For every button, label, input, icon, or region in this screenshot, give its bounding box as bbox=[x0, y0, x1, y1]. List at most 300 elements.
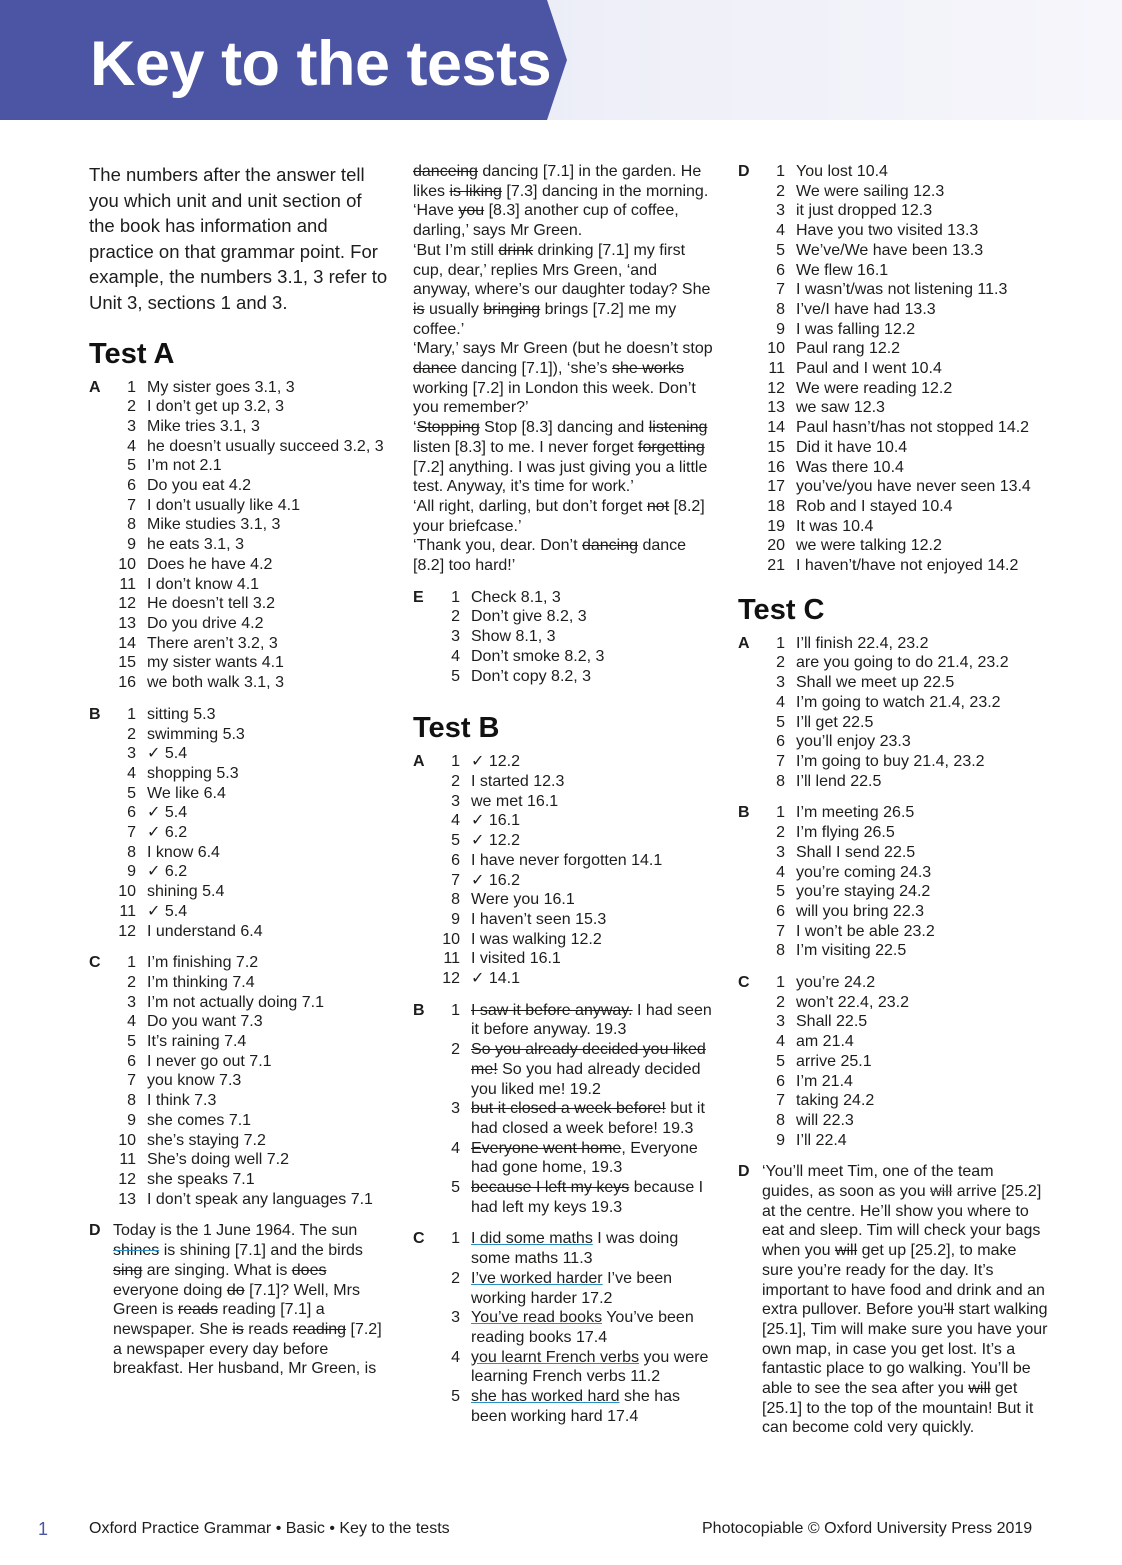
answer-item bbox=[89, 634, 389, 654]
section-letter: D bbox=[738, 1163, 750, 1181]
answer-text: Paul hasn’t/has not stopped 14.2 bbox=[796, 419, 1030, 437]
section-letter bbox=[738, 280, 762, 300]
answer-item bbox=[738, 320, 1048, 340]
answer-text bbox=[471, 1348, 715, 1387]
section-letter: E bbox=[413, 588, 424, 606]
answer-item bbox=[89, 673, 389, 693]
answer-item bbox=[738, 863, 1048, 883]
answer-item bbox=[89, 1052, 389, 1072]
section-letter bbox=[89, 575, 113, 595]
item-number: 1 bbox=[776, 804, 785, 822]
section-letter bbox=[738, 1032, 762, 1052]
corrected-answer: So you had already decided you liked me! 19.2 bbox=[471, 1060, 701, 1098]
corrected-answer: but it had closed a week before! 19.3 bbox=[471, 1100, 705, 1137]
item-number: 9 bbox=[127, 1111, 136, 1129]
section-letter bbox=[413, 1387, 437, 1426]
answer-text: I never go out 7.1 bbox=[147, 1052, 272, 1070]
item-number: 3 bbox=[776, 674, 785, 692]
answer-text bbox=[471, 1001, 715, 1040]
test-c-section-c bbox=[738, 973, 1048, 1150]
answer-item bbox=[413, 1348, 715, 1387]
answer-text: I’m not 2.1 bbox=[147, 457, 222, 475]
answer-text: I don’t know 4.1 bbox=[147, 575, 260, 593]
corrected-answer: You’ve been reading books 17.4 bbox=[471, 1309, 694, 1346]
item-number: 7 bbox=[127, 824, 136, 842]
answer-item bbox=[413, 910, 715, 930]
section-letter bbox=[738, 359, 762, 379]
item-number: 16 bbox=[767, 458, 785, 476]
struck-word: reads bbox=[177, 1301, 218, 1319]
item-number: 11 bbox=[119, 902, 136, 920]
item-number: 18 bbox=[767, 497, 785, 515]
answer-item bbox=[413, 1139, 715, 1178]
section-letter bbox=[738, 863, 762, 883]
section-letter: A bbox=[738, 634, 750, 652]
answer-item bbox=[413, 1001, 715, 1040]
section-letter bbox=[738, 882, 762, 902]
answer-item bbox=[738, 973, 1048, 993]
answer-item bbox=[89, 555, 389, 575]
section-letter bbox=[413, 1269, 437, 1308]
section-letter bbox=[738, 458, 762, 478]
item-number: 1 bbox=[776, 974, 785, 992]
section-letter bbox=[738, 693, 762, 713]
answer-text bbox=[471, 1178, 715, 1217]
section-letter bbox=[413, 627, 437, 647]
section-letter bbox=[413, 949, 437, 969]
item-number: 2 bbox=[451, 1269, 460, 1287]
answer-text: ✓ 5.4 bbox=[147, 745, 188, 763]
answer-text: Paul and I went 10.4 bbox=[796, 360, 942, 378]
answer-text: We’ve/We have been 13.3 bbox=[796, 241, 984, 259]
column-3 bbox=[738, 162, 1048, 1450]
answer-item bbox=[738, 634, 1048, 654]
struck-word: I saw it before anyway. bbox=[471, 1001, 633, 1019]
struck-word: is bbox=[413, 300, 425, 318]
section-letter bbox=[89, 803, 113, 823]
item-number: 7 bbox=[776, 752, 785, 770]
underlined-answer: I did some maths bbox=[471, 1230, 593, 1248]
answer-text: ✓ 12.2 bbox=[471, 753, 520, 771]
item-number: 15 bbox=[118, 654, 136, 672]
item-number: 3 bbox=[776, 202, 785, 220]
answer-text: Do you drive 4.2 bbox=[147, 615, 264, 632]
item-number: 4 bbox=[127, 764, 136, 782]
answer-item bbox=[738, 1052, 1048, 1072]
item-number: 3 bbox=[451, 1309, 460, 1327]
answer-text: I don’t get up 3.2, 3 bbox=[147, 398, 284, 416]
section-letter bbox=[738, 1131, 762, 1151]
answer-text bbox=[471, 1387, 715, 1426]
struck-word: will bbox=[968, 1380, 991, 1398]
column-2 bbox=[413, 162, 715, 1438]
test-a-title: Test A bbox=[89, 337, 175, 370]
answer-text: Rob and I stayed 10.4 bbox=[796, 497, 953, 515]
section-letter bbox=[89, 922, 113, 942]
answer-item bbox=[89, 614, 389, 634]
struck-word: will bbox=[930, 1183, 953, 1201]
answer-item bbox=[738, 693, 1048, 713]
item-number: 10 bbox=[118, 1131, 136, 1149]
answer-item bbox=[738, 477, 1048, 497]
section-letter bbox=[89, 1032, 113, 1052]
answer-text: ✓ 12.2 bbox=[471, 832, 520, 850]
answer-item bbox=[738, 221, 1048, 241]
answer-item bbox=[738, 458, 1048, 478]
struck-word: listening bbox=[648, 419, 708, 437]
answer-item bbox=[413, 752, 715, 772]
section-letter bbox=[413, 667, 437, 687]
answer-item bbox=[738, 752, 1048, 772]
section-letter bbox=[89, 843, 113, 863]
answer-item bbox=[738, 922, 1048, 942]
corrected-answer: I was doing some maths 11.3 bbox=[471, 1230, 679, 1268]
test-b-section-d bbox=[738, 162, 1048, 576]
item-number: 9 bbox=[451, 910, 460, 928]
answer-item bbox=[413, 851, 715, 871]
item-number: 8 bbox=[776, 1111, 785, 1129]
section-letter bbox=[89, 417, 113, 437]
item-number: 21 bbox=[767, 557, 785, 575]
answer-text: he doesn’t usually succeed 3.2, 3 bbox=[147, 437, 384, 455]
section-letter bbox=[738, 261, 762, 281]
item-number: 12 bbox=[442, 970, 460, 988]
answer-text: Did it have 10.4 bbox=[796, 438, 908, 456]
section-letter: B bbox=[89, 705, 101, 723]
answer-item bbox=[89, 594, 389, 614]
item-number: 1 bbox=[451, 1230, 460, 1248]
section-letter bbox=[738, 823, 762, 843]
section-letter bbox=[413, 1348, 437, 1387]
answer-text: will you bring 22.3 bbox=[796, 902, 925, 920]
corrected-answer: I’ve been working harder 17.2 bbox=[471, 1269, 673, 1307]
item-number: 3 bbox=[127, 417, 136, 435]
answer-text: I’m finishing 7.2 bbox=[147, 954, 259, 972]
intro-text: The numbers after the answer tell you which unit and unit section of the book has information and practice on that grammar point. For example, the numbers 3.1, 3 refer to Unit 3, sections 1 and 3. bbox=[89, 164, 388, 313]
section-letter bbox=[738, 1111, 762, 1131]
answer-text: I’ve/I have had 13.3 bbox=[796, 300, 936, 318]
answer-item bbox=[413, 1040, 715, 1099]
answer-item bbox=[413, 588, 715, 608]
answer-item bbox=[89, 1071, 389, 1091]
section-letter bbox=[89, 555, 113, 575]
answer-text bbox=[471, 1308, 715, 1347]
answer-text: you’ll enjoy 23.3 bbox=[796, 733, 911, 751]
corrected-answer: I had seen it before anyway. 19.3 bbox=[471, 1001, 712, 1039]
item-number: 2 bbox=[776, 654, 785, 672]
answer-item bbox=[738, 517, 1048, 537]
answer-text: I’ll finish 22.4, 23.2 bbox=[796, 634, 929, 652]
answer-item bbox=[89, 653, 389, 673]
answer-text: I think 7.3 bbox=[147, 1092, 217, 1110]
item-number: 3 bbox=[127, 745, 136, 763]
item-number: 8 bbox=[127, 843, 136, 861]
item-number: 7 bbox=[776, 1092, 785, 1110]
item-number: 20 bbox=[767, 537, 785, 555]
answer-item bbox=[89, 922, 389, 942]
answer-item bbox=[738, 941, 1048, 961]
struck-word: So you already decided you liked me! bbox=[471, 1041, 706, 1078]
answer-text: you’ve/you have never seen 13.4 bbox=[796, 478, 1031, 496]
answer-item bbox=[738, 280, 1048, 300]
section-letter: A bbox=[413, 753, 425, 771]
item-number: 4 bbox=[451, 812, 460, 830]
item-number: 2 bbox=[776, 993, 785, 1011]
answer-text: ✓ 16.2 bbox=[471, 871, 520, 889]
item-number: 1 bbox=[776, 634, 785, 652]
section-letter bbox=[738, 517, 762, 537]
answer-item bbox=[89, 496, 389, 516]
item-number: 11 bbox=[119, 1151, 136, 1169]
page-title: Key to the tests bbox=[90, 29, 552, 99]
struck-word: danceing bbox=[413, 163, 478, 180]
section-letter bbox=[738, 1012, 762, 1032]
answer-text: Mike tries 3.1, 3 bbox=[147, 417, 260, 435]
section-d-paragraph: ‘You’ll meet Tim, one of the team guides, as soon as you will arrive [25.2] at the centre. He’ll show you where to eat and sleep. Tim will check your bags when you will get up [25.2], to make sure you’re ready for the day. It’s important to have food and drink and an extra pullover. Before you’ll start walking [25.1], Tim will make sure you have your own map, in case you get lost. It’s a fantastic place to go walking. You’ll be able to see the sea after you will get [25.1] to the top of the mountain! But it can become cold very quickly. bbox=[762, 1163, 1048, 1437]
section-letter bbox=[413, 851, 437, 871]
item-number: 1 bbox=[127, 378, 136, 396]
item-number: 10 bbox=[767, 340, 785, 358]
answer-item bbox=[738, 379, 1048, 399]
answer-item bbox=[89, 1190, 389, 1210]
item-number: 7 bbox=[451, 871, 460, 889]
answer-text: Shall I send 22.5 bbox=[796, 843, 916, 861]
answer-item bbox=[89, 803, 389, 823]
answer-text: am 21.4 bbox=[796, 1033, 854, 1051]
answer-item bbox=[738, 359, 1048, 379]
answer-text: Don’t smoke 8.2, 3 bbox=[471, 647, 605, 665]
answer-item bbox=[738, 162, 1048, 182]
section-letter bbox=[738, 993, 762, 1013]
answer-text: You lost 10.4 bbox=[796, 163, 888, 180]
section-d-paragraph-continued: danceing dancing [7.1] in the garden. He likes is liking [7.3] dancing in the morning. ‘Have you [8.3] another cup of coffee, darling,’ says Mr Green. ‘But I’m still drink drinking [7.1] my first cup, dear,’ replies Mrs Green, ‘and anyway, where’s our daughter today? She is usually bringing brings [7.2] me my coffee.’ ‘Mary,’ says Mr Green (but he doesn’t stop dance dancing [7.1]), ‘she’s she works working [7.2] in London this week. Don’t you remember?’ ‘Stopping Stop [8.3] dancing and listening listen [8.3] to me. I never forget forgetting [7.2] anything. I was just giving you a little test. Anyway, it’s time for work.’ ‘All right, darling, but don’t forget not [8.2] your briefcase.’ ‘Thank you, dear. Don’t dancing dance [8.2] too hard!’ bbox=[413, 163, 713, 575]
item-number: 4 bbox=[451, 1139, 460, 1157]
answer-text bbox=[471, 1229, 715, 1268]
struck-word: bringing bbox=[483, 300, 541, 318]
underlined-answer: You’ve read books bbox=[471, 1309, 603, 1327]
item-number: 2 bbox=[451, 608, 460, 626]
section-letter bbox=[89, 653, 113, 673]
answer-item bbox=[413, 811, 715, 831]
test-a-section-b bbox=[89, 705, 389, 941]
item-number: 1 bbox=[451, 753, 460, 771]
section-letter bbox=[89, 515, 113, 535]
item-number: 9 bbox=[127, 536, 136, 554]
underlined-answer: you learnt French verbs bbox=[471, 1348, 640, 1366]
section-letter bbox=[413, 1178, 437, 1217]
item-number: 13 bbox=[118, 1190, 136, 1208]
underlined-answer: she has worked hard bbox=[471, 1388, 620, 1406]
answer-item bbox=[89, 725, 389, 745]
item-number: 4 bbox=[776, 1033, 785, 1051]
struck-word: ’ll bbox=[943, 1301, 955, 1319]
item-number: 5 bbox=[127, 1033, 136, 1051]
answer-item bbox=[413, 1229, 715, 1268]
answer-text: Don’t copy 8.2, 3 bbox=[471, 667, 592, 685]
item-number: 8 bbox=[451, 891, 460, 909]
answer-text: he eats 3.1, 3 bbox=[147, 536, 244, 554]
answer-text: sitting 5.3 bbox=[147, 705, 216, 723]
answer-text: Check 8.1, 3 bbox=[471, 588, 561, 606]
section-letter bbox=[89, 614, 113, 634]
answer-item bbox=[738, 1091, 1048, 1111]
answer-item bbox=[413, 647, 715, 667]
answer-text: I understand 6.4 bbox=[147, 922, 263, 940]
struck-word: Stopping bbox=[416, 419, 480, 437]
answer-text: ✓ 14.1 bbox=[471, 970, 520, 988]
struck-word: she works bbox=[611, 360, 684, 378]
section-letter bbox=[738, 1072, 762, 1092]
item-number: 5 bbox=[451, 1179, 460, 1197]
section-letter bbox=[738, 438, 762, 458]
section-letter bbox=[89, 784, 113, 804]
item-number: 7 bbox=[776, 281, 785, 299]
answer-text: my sister wants 4.1 bbox=[147, 654, 284, 672]
answer-item bbox=[89, 823, 389, 843]
answer-text: Shall we meet up 22.5 bbox=[796, 674, 955, 692]
item-number: 2 bbox=[451, 772, 460, 790]
section-letter bbox=[89, 1111, 113, 1131]
item-number: 5 bbox=[776, 713, 785, 731]
answer-text: I’m thinking 7.4 bbox=[147, 973, 255, 991]
struck-word: you bbox=[458, 202, 485, 220]
item-number: 1 bbox=[127, 954, 136, 972]
answer-text: I’m not actually doing 7.1 bbox=[147, 993, 324, 1011]
answer-item bbox=[738, 673, 1048, 693]
section-letter bbox=[89, 725, 113, 745]
section-letter bbox=[738, 201, 762, 221]
answer-text: ✓ 6.2 bbox=[147, 863, 188, 881]
answer-text: you’re 24.2 bbox=[796, 974, 876, 992]
answer-item bbox=[89, 1032, 389, 1052]
answer-item bbox=[738, 497, 1048, 517]
section-letter bbox=[89, 1091, 113, 1111]
answer-text bbox=[471, 1040, 715, 1099]
answer-item bbox=[413, 607, 715, 627]
item-number: 5 bbox=[127, 784, 136, 802]
answer-text: It’s raining 7.4 bbox=[147, 1033, 247, 1051]
answer-item bbox=[89, 705, 389, 725]
item-number: 6 bbox=[776, 733, 785, 751]
section-letter bbox=[89, 993, 113, 1013]
answer-item bbox=[738, 241, 1048, 261]
struck-word: sing bbox=[113, 1261, 143, 1279]
answer-item bbox=[413, 1387, 715, 1426]
section-letter bbox=[413, 1139, 437, 1178]
answer-text: she’s staying 7.2 bbox=[147, 1131, 266, 1149]
item-number: 6 bbox=[776, 902, 785, 920]
section-letter bbox=[89, 823, 113, 843]
answer-item bbox=[738, 1072, 1048, 1092]
answer-item bbox=[89, 973, 389, 993]
section-letter bbox=[89, 673, 113, 693]
answer-text: We were sailing 12.3 bbox=[796, 182, 945, 200]
item-number: 1 bbox=[451, 1001, 460, 1019]
section-letter bbox=[738, 922, 762, 942]
answer-text: I wasn’t/was not listening 11.3 bbox=[796, 281, 1008, 299]
item-number: 7 bbox=[776, 922, 785, 940]
answer-text: swimming 5.3 bbox=[147, 725, 245, 743]
answer-item bbox=[738, 823, 1048, 843]
answer-text: I don’t speak any languages 7.1 bbox=[147, 1190, 373, 1208]
answer-text: I don’t usually like 4.1 bbox=[147, 496, 300, 514]
answer-item bbox=[738, 536, 1048, 556]
test-a-section-d bbox=[89, 1221, 389, 1379]
answer-text: you’re coming 24.3 bbox=[796, 863, 932, 881]
section-letter bbox=[413, 647, 437, 667]
answer-item bbox=[738, 398, 1048, 418]
answer-item bbox=[413, 1308, 715, 1347]
item-number: 3 bbox=[776, 843, 785, 861]
struck-word: forgetting bbox=[638, 438, 705, 456]
answer-text: taking 24.2 bbox=[796, 1092, 875, 1110]
struck-word: does bbox=[291, 1261, 327, 1279]
answer-text: ✓ 16.1 bbox=[471, 812, 520, 830]
section-letter: C bbox=[89, 954, 101, 972]
answer-text: There aren’t 3.2, 3 bbox=[147, 634, 278, 652]
answer-item bbox=[89, 397, 389, 417]
item-number: 5 bbox=[776, 1052, 785, 1070]
item-number: 13 bbox=[118, 615, 136, 632]
answer-text: I was walking 12.2 bbox=[471, 930, 602, 948]
section-letter bbox=[738, 673, 762, 693]
answer-item bbox=[89, 1111, 389, 1131]
section-letter bbox=[738, 752, 762, 772]
item-number: 10 bbox=[118, 883, 136, 901]
answer-item bbox=[89, 843, 389, 863]
answer-item bbox=[89, 1150, 389, 1170]
item-number: 8 bbox=[127, 516, 136, 534]
section-letter bbox=[738, 536, 762, 556]
section-letter: C bbox=[738, 974, 750, 992]
answer-item bbox=[89, 515, 389, 535]
test-a-section-d-continued bbox=[413, 162, 715, 576]
item-number: 10 bbox=[118, 555, 136, 573]
answer-item bbox=[738, 556, 1048, 576]
answer-text: Do you eat 4.2 bbox=[147, 477, 252, 495]
answer-text: you’re staying 24.2 bbox=[796, 883, 931, 901]
answer-text: we were talking 12.2 bbox=[796, 537, 942, 555]
corrected-answer: you were learning French verbs 11.2 bbox=[471, 1348, 709, 1386]
answer-text: shining 5.4 bbox=[147, 883, 225, 901]
answer-item bbox=[738, 732, 1048, 752]
answer-text: it just dropped 12.3 bbox=[796, 202, 933, 220]
item-number: 14 bbox=[767, 419, 785, 437]
item-number: 17 bbox=[767, 478, 785, 496]
section-letter bbox=[89, 882, 113, 902]
answer-item bbox=[413, 772, 715, 792]
answer-item bbox=[413, 930, 715, 950]
item-number: 1 bbox=[451, 588, 460, 606]
section-letter bbox=[89, 594, 113, 614]
item-number: 1 bbox=[776, 163, 785, 180]
test-c-section-a bbox=[738, 634, 1048, 792]
item-number: 10 bbox=[442, 930, 460, 948]
item-number: 3 bbox=[451, 1100, 460, 1118]
answer-text: she comes 7.1 bbox=[147, 1111, 252, 1129]
section-letter bbox=[738, 398, 762, 418]
section-letter bbox=[413, 930, 437, 950]
item-number: 6 bbox=[127, 804, 136, 822]
section-letter bbox=[89, 1071, 113, 1091]
test-a-section-c bbox=[89, 953, 389, 1209]
test-b-section-a bbox=[413, 752, 715, 988]
answer-item bbox=[413, 890, 715, 910]
section-letter bbox=[413, 890, 437, 910]
section-letter bbox=[89, 496, 113, 516]
struck-word: is liking bbox=[449, 182, 502, 200]
struck-word: not bbox=[646, 497, 670, 515]
